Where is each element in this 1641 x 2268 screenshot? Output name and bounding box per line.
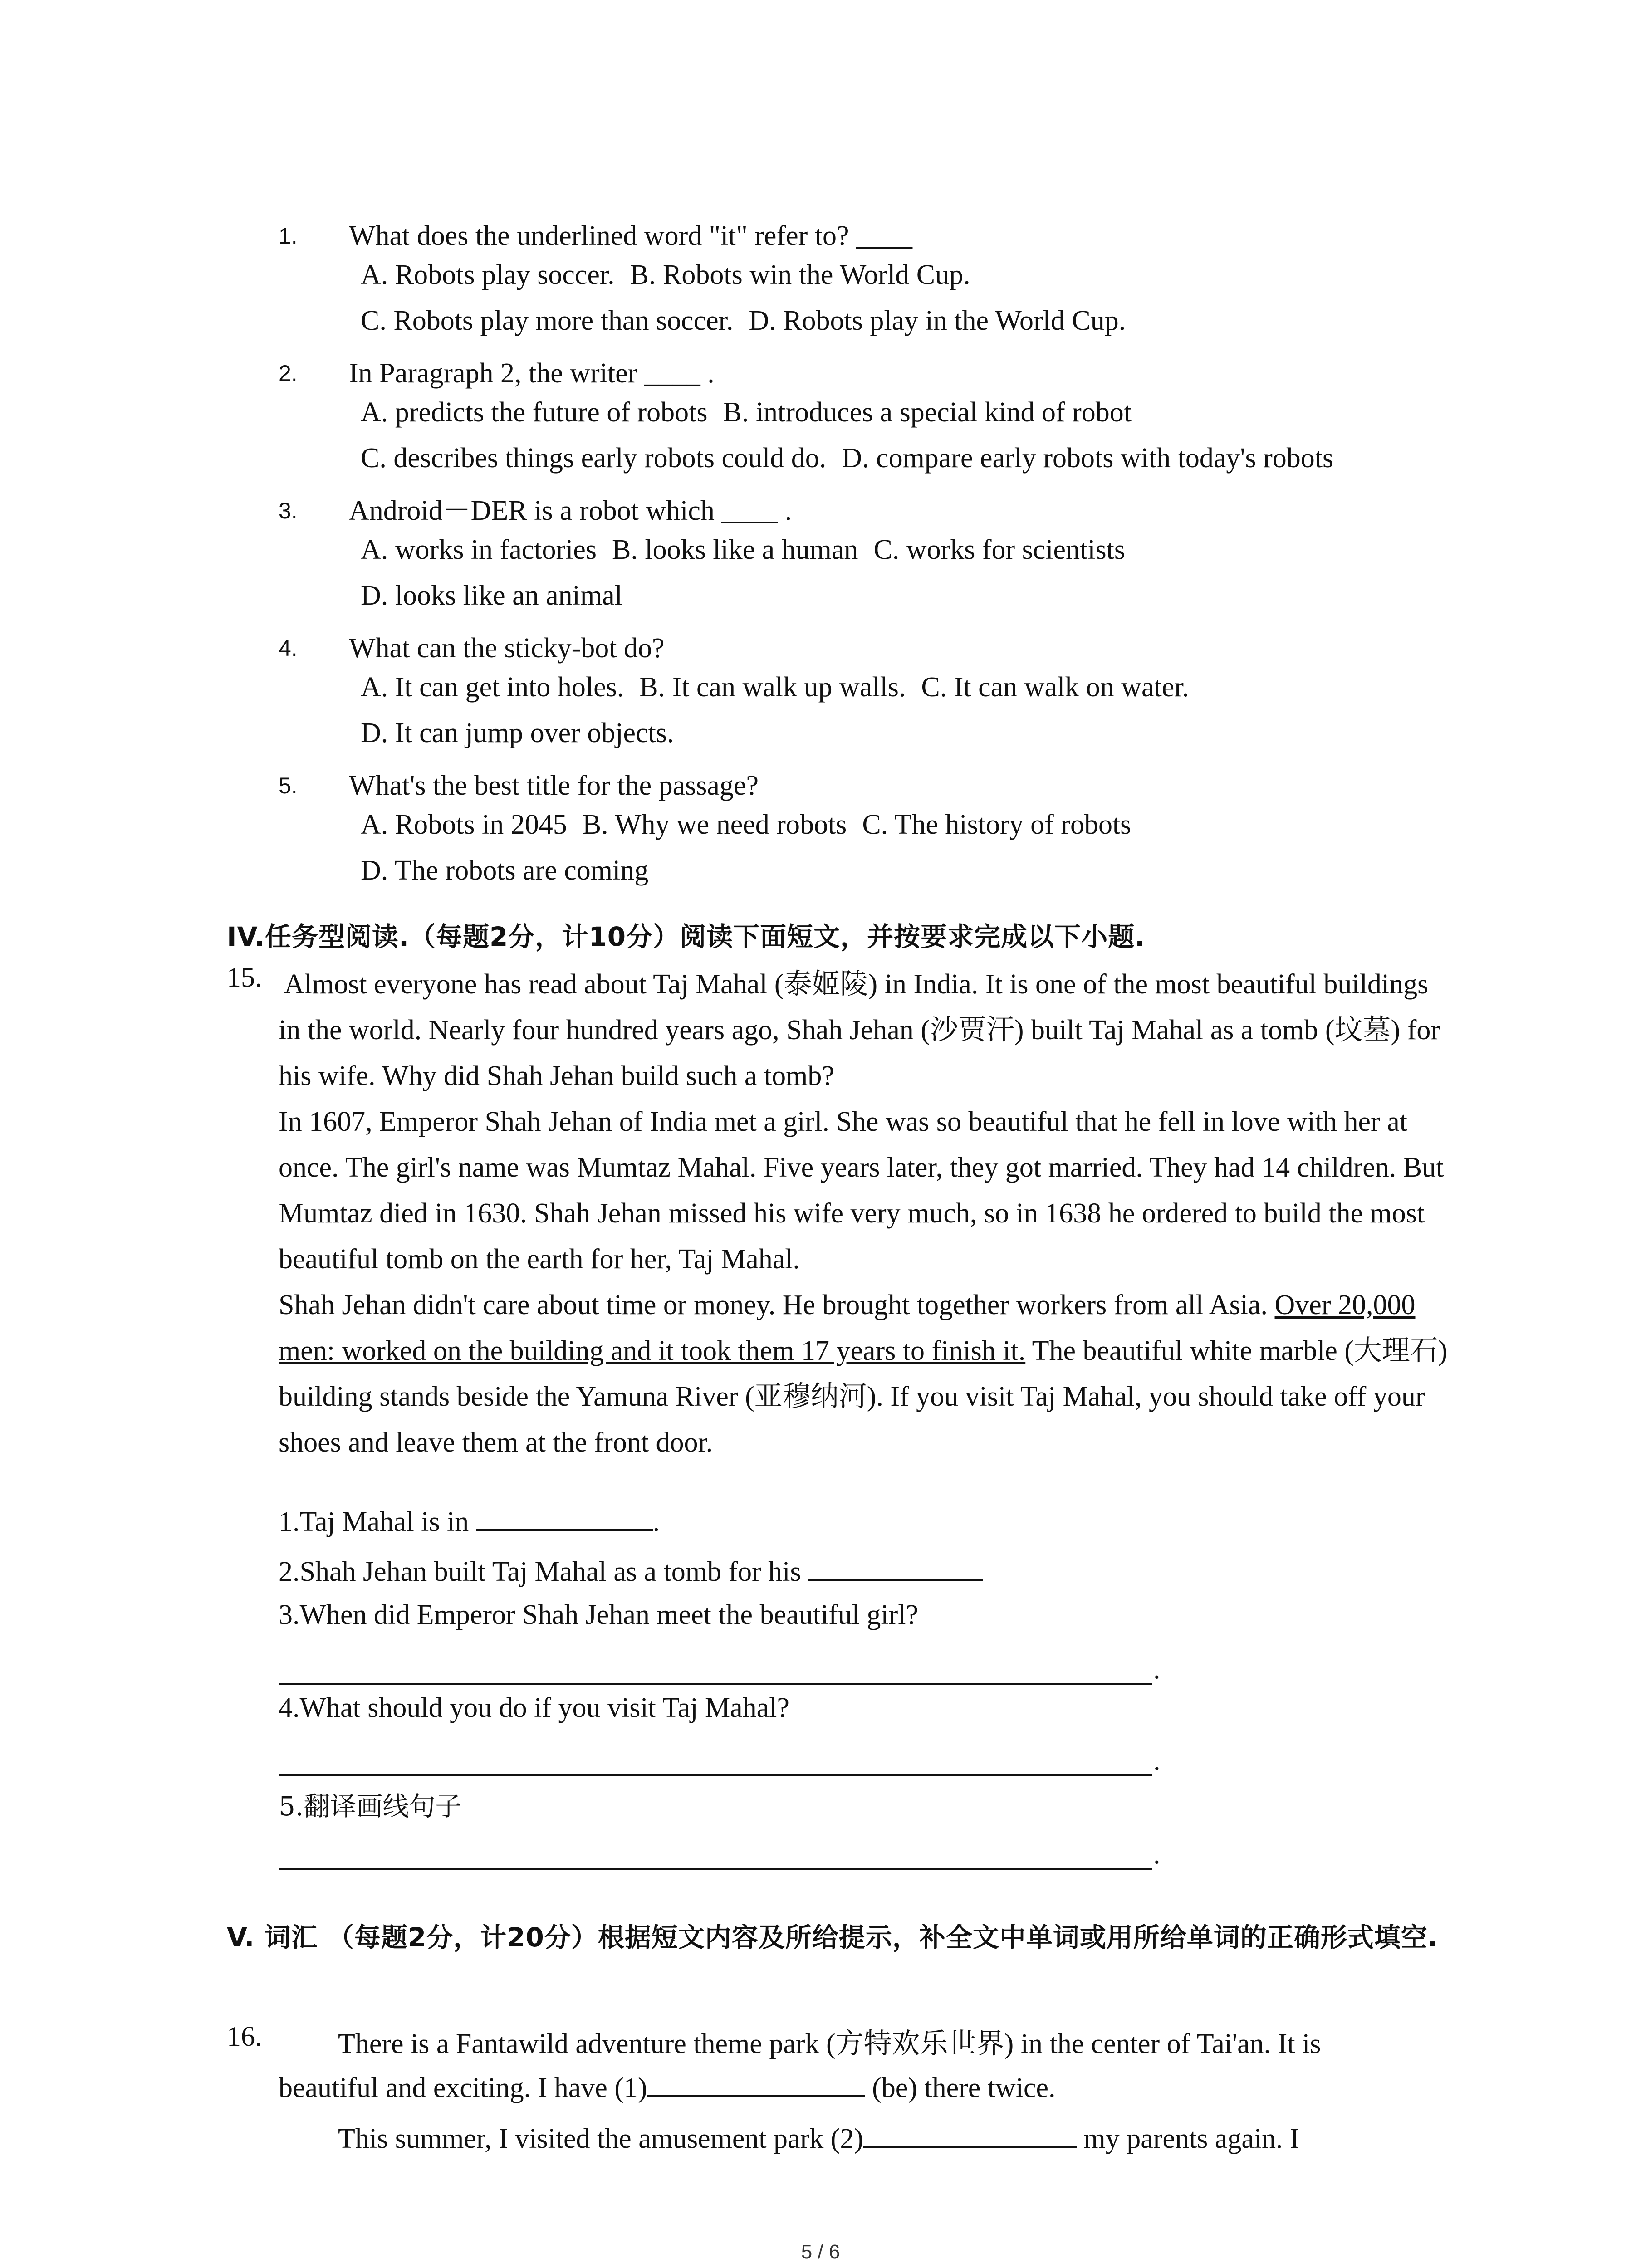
question-number: 5. xyxy=(279,773,298,798)
passage-paragraph-1: Almost everyone has read about Taj Mahal (泰姬陵) in India. It is one of the most beautiful buildings in the world. Nearly four hundred years ago, Shah Jehan (沙贾汗) built Taj Mahal as a tomb (坟墓) for his wife. Why did Shah Jehan build such a tomb? xyxy=(279,969,1440,1091)
passage-paragraph-2: In 1607, Emperor Shah Jehan of India met a girl. She was so beautiful that he fell in love with her at once. The girl's name was Mumtaz Mahal. Five years later, they got married. They had 14 children. But Mumtaz died in 1630. Shah Jehan missed his wife very much, so in 1638 he ordered to build the most beautiful tomb on the earth for her, Taj Mahal. xyxy=(279,1106,1444,1275)
punctuation: . xyxy=(652,1506,660,1537)
underlined-sentence: Over 20,000 men: worked on the building and it took them 17 years to finish it. xyxy=(279,1290,1416,1366)
option[interactable]: B. looks like a human xyxy=(612,534,858,565)
question-stem: What can the sticky-bot do? xyxy=(349,633,665,664)
options-row xyxy=(361,855,664,887)
punctuation: . xyxy=(1153,1839,1161,1870)
options-row xyxy=(361,717,689,749)
punctuation: . xyxy=(1153,1654,1161,1685)
options-row xyxy=(361,809,1146,841)
option[interactable]: D. Robots play in the World Cup. xyxy=(749,305,1126,336)
question-number: 2. xyxy=(279,361,298,386)
passage-line-1: There is a Fantawild adventure theme park (方特欢乐世界) in the center of Tai'an. It is xyxy=(338,2028,1321,2059)
options-row xyxy=(361,671,1205,704)
task-question-5: 5.翻译画线句子 xyxy=(279,1791,462,1822)
options-row xyxy=(361,305,1141,337)
options-row xyxy=(361,396,1147,429)
task-question-1 xyxy=(279,1506,660,1538)
question-number-16: 16. xyxy=(227,2021,262,2052)
answer-line-3[interactable] xyxy=(279,1683,1152,1685)
answer-blank-1[interactable] xyxy=(647,2091,865,2097)
passage-text: my parents again. I xyxy=(1077,2123,1299,2154)
answer-line-5[interactable] xyxy=(279,1868,1152,1870)
option[interactable]: C. describes things early robots could do. xyxy=(361,443,827,474)
options-row xyxy=(361,259,986,291)
option[interactable]: C. Robots play more than soccer. xyxy=(361,305,734,336)
passage-line-3 xyxy=(338,2123,1299,2155)
question-number: 1. xyxy=(279,223,298,249)
option[interactable]: B. Robots win the World Cup. xyxy=(630,259,970,290)
options-row xyxy=(361,442,1349,474)
option[interactable]: B. Why we need robots xyxy=(582,809,847,840)
option[interactable]: D. It can jump over objects. xyxy=(361,718,674,748)
question-number-15: 15. xyxy=(227,962,262,993)
option[interactable]: A. predicts the future of robots xyxy=(361,397,708,428)
passage-text: beautiful and exciting. I have (1) xyxy=(279,2072,647,2103)
question-stem: In Paragraph 2, the writer ____ . xyxy=(349,358,715,389)
question-stem: What's the best title for the passage? xyxy=(349,770,759,801)
option[interactable]: D. looks like an animal xyxy=(361,580,622,611)
task-question-3: 3.When did Emperor Shah Jehan meet the beautiful girl? xyxy=(279,1599,919,1630)
options-row xyxy=(361,534,1141,566)
task-question-4: 4.What should you do if you visit Taj Mahal? xyxy=(279,1692,789,1723)
option[interactable]: D. compare early robots with today's robots xyxy=(842,443,1334,474)
option[interactable]: A. It can get into holes. xyxy=(361,672,624,703)
option[interactable]: C. It can walk on water. xyxy=(921,672,1189,703)
section-v-heading: V. 词汇 （每题2分，计20分）根据短文内容及所给提示，补全文中单词或用所给单词的正确形式填空. xyxy=(227,1922,1438,1953)
option[interactable]: A. Robots play soccer. xyxy=(361,259,615,290)
question-text: 1.Taj Mahal is in xyxy=(279,1506,469,1537)
passage-line-2 xyxy=(279,2072,1056,2104)
option[interactable]: B. introduces a special kind of robot xyxy=(723,397,1132,428)
question-number: 4. xyxy=(279,635,298,661)
passage-text: Shah Jehan didn't care about time or money. He brought together workers from all Asia. xyxy=(279,1290,1275,1320)
option[interactable]: C. The history of robots xyxy=(862,809,1132,840)
answer-blank[interactable] xyxy=(476,1525,653,1531)
option[interactable]: B. It can walk up walls. xyxy=(639,672,906,703)
option[interactable]: D. The robots are coming xyxy=(361,855,649,886)
options-row xyxy=(361,580,638,612)
question-stem: Android－DER is a robot which ____ . xyxy=(349,495,792,526)
option[interactable]: A. Robots in 2045 xyxy=(361,809,567,840)
option[interactable]: C. works for scientists xyxy=(873,534,1125,565)
passage-text: (be) there twice. xyxy=(865,2072,1056,2103)
answer-line-4[interactable] xyxy=(279,1774,1152,1776)
page-number: 5 / 6 xyxy=(801,2241,840,2263)
passage-text: This summer, I visited the amusement park (2) xyxy=(338,2123,864,2154)
question-stem: What does the underlined word "it" refer to? ____ xyxy=(349,220,912,251)
passage-paragraph-3 xyxy=(279,1282,1451,1466)
question-number: 3. xyxy=(279,498,298,523)
punctuation: . xyxy=(1153,1745,1161,1776)
section-iv-heading: IV.任务型阅读.（每题2分，计10分）阅读下面短文，并按要求完成以下小题. xyxy=(227,921,1146,952)
question-text: 2.Shah Jehan built Taj Mahal as a tomb for his xyxy=(279,1556,801,1587)
answer-blank-2[interactable] xyxy=(863,2141,1077,2148)
task-question-2 xyxy=(279,1556,983,1588)
answer-blank[interactable] xyxy=(808,1574,983,1581)
option[interactable]: A. works in factories xyxy=(361,534,597,565)
passage-text: The beautiful white marble (大理石) building stands beside the Yamuna River (亚穆纳河). If you visit Taj Mahal, you should take off your shoes and leave them at the front door. xyxy=(279,1335,1448,1458)
